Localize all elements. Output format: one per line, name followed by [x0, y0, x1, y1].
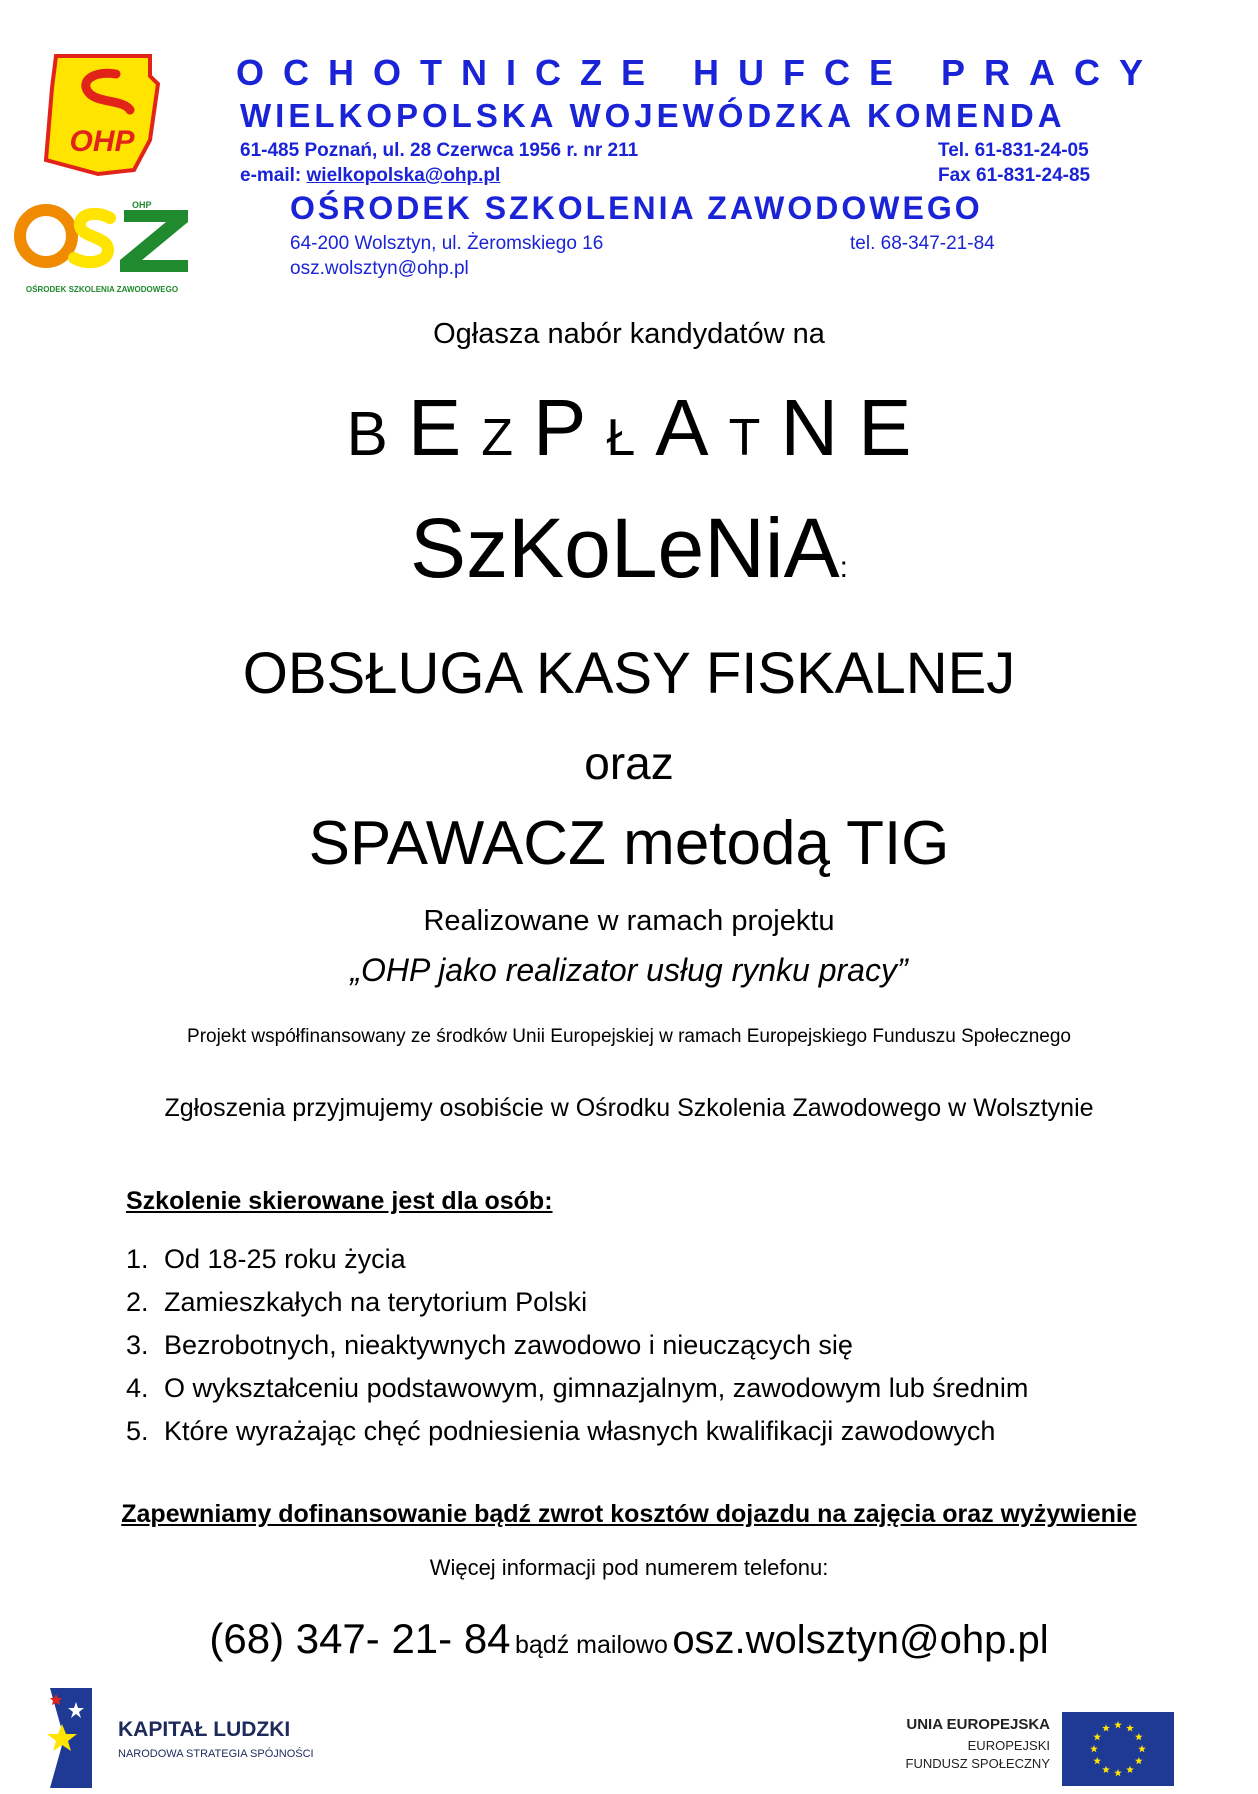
bez-letter: P [532, 383, 587, 472]
bez-letter: Z [481, 409, 513, 467]
list-item-num: 2. [126, 1287, 149, 1317]
course-1: OBSŁUGA KASY FISKALNEJ [242, 641, 1016, 706]
provide-text: Zapewniamy dofinansowanie bądź zwrot kosztów dojazdu na zajęcia oraz wyżywienie [121, 1500, 1137, 1528]
list-item [126, 1410, 1028, 1453]
osz-logo [12, 196, 192, 296]
org-title: OCHOTNICZE HUFCE PRACY [236, 52, 1163, 93]
header-email-row [240, 165, 500, 187]
bez-letter: Ł [606, 409, 636, 467]
bez-letter: A [655, 383, 709, 472]
bez-letter: N [780, 383, 839, 472]
eu-title: UNIA EUROPEJSKA [906, 1716, 1050, 1733]
osz-tel: tel. 68-347-21-84 [850, 233, 995, 254]
kl-subtitle: NARODOWA STRATEGIA SPÓJNOŚCI [118, 1748, 314, 1760]
bez-letter: E [858, 383, 912, 472]
applications-text: Zgłoszenia przyjmujemy osobiście w Ośrodku Szkolenia Zawodowego w Wolsztynie [164, 1094, 1094, 1122]
bez-letter: T [728, 409, 761, 467]
bez-letter: E [407, 383, 462, 472]
course-2: SPAWACZ metodą TIG [308, 809, 950, 878]
header-email-label: e-mail: [240, 165, 302, 186]
cofinanced-text: Projekt współfinansowany ze środków Unii Europejskiej w ramach Europejskiego Funduszu Społecznego [187, 1026, 1071, 1047]
list-item [126, 1367, 1028, 1410]
bez-letter: B [346, 400, 388, 469]
list-item-num: 4. [126, 1373, 149, 1403]
list-item-text: O wykształceniu podstawowym, gimnazjalnym, zawodowym lub średnim [164, 1373, 1029, 1403]
list-item-text: Zamieszkałych na terytorium Polski [164, 1287, 588, 1317]
list-item [126, 1238, 1028, 1281]
ohp-logo-text: OHP [69, 125, 135, 158]
szkolenia-colon: : [839, 551, 848, 584]
project-name: „OHP jako realizator usług rynku pracy” [350, 952, 908, 988]
osz-address: 64-200 Wolsztyn, ul. Żeromskiego 16 [290, 233, 604, 254]
more-info-text: Więcej informacji pod numerem telefonu: [429, 1555, 829, 1580]
szkolenia-heading [0, 500, 1258, 600]
kl-title: KAPITAŁ LUDZKI [118, 1718, 291, 1741]
list-item-text: Które wyrażając chęć podniesienia własnych kwalifikacji zawodowych [164, 1416, 996, 1446]
ohp-logo [38, 48, 168, 178]
header-email-link[interactable]: wielkopolska@ohp.pl [306, 165, 501, 186]
header-tel: Tel. 61-831-24-05 [938, 140, 1089, 161]
contact-phone[interactable]: (68) 347- 21- 84 [209, 1615, 511, 1662]
osz-title: OŚRODEK SZKOLENIA ZAWODOWEGO [290, 190, 983, 226]
target-list [126, 1238, 1028, 1453]
oraz-text: oraz [584, 737, 674, 789]
eu-sub-1: EUROPEJSKI [967, 1738, 1050, 1753]
realized-text: Realizowane w ramach projektu [423, 905, 835, 937]
list-item-num: 3. [126, 1330, 149, 1360]
intro-text: Ogłasza nabór kandydatów na [433, 318, 825, 350]
eu-sub-2: FUNDUSZ SPOŁECZNY [905, 1756, 1050, 1771]
list-item [126, 1324, 1028, 1367]
contact-line [0, 1615, 1258, 1675]
list-item [126, 1281, 1028, 1324]
list-item-num: 1. [126, 1244, 149, 1274]
list-item-text: Bezrobotnych, nieaktywnych zawodowo i nieuczących się [164, 1330, 853, 1360]
header-fax: Fax 61-831-24-85 [938, 165, 1091, 186]
contact-or-mail: bądź mailowo [515, 1631, 668, 1659]
osz-logo-caption: OŚRODEK SZKOLENIA ZAWODOWEGO [25, 285, 179, 294]
header-address: 61-485 Poznań, ul. 28 Czerwca 1956 r. nr 211 [240, 140, 639, 161]
szkolenia-word: SzKoLeNiA [410, 501, 840, 595]
target-heading: Szkolenie skierowane jest dla osób: [126, 1187, 553, 1215]
eu-flag [1062, 1712, 1174, 1786]
list-item-num: 5. [126, 1416, 149, 1446]
osz-email[interactable]: osz.wolsztyn@ohp.pl [290, 258, 469, 279]
bezplatne-heading [0, 382, 1258, 482]
list-item-text: Od 18-25 roku życia [164, 1244, 406, 1274]
kapital-ludzki-logo [40, 1688, 110, 1788]
contact-email[interactable]: osz.wolsztyn@ohp.pl [672, 1618, 1049, 1662]
osz-logo-small: OHP [132, 200, 152, 210]
komenda-title: WIELKOPOLSKA WOJEWÓDZKA KOMENDA [240, 97, 1066, 134]
